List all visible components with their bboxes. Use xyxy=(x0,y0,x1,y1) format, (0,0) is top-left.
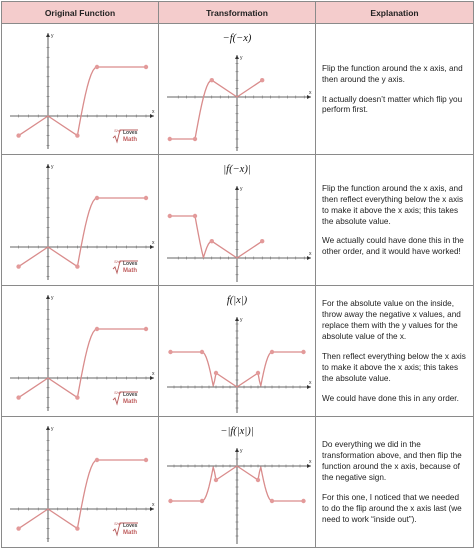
endpoint-dot xyxy=(168,213,172,217)
endpoint-dot xyxy=(210,239,214,243)
original-function-graph xyxy=(2,287,157,416)
header-transformation: Transformation xyxy=(159,2,316,24)
logo-text-loves: Loves xyxy=(123,522,138,529)
endpoint-dot xyxy=(16,395,20,399)
endpoint-dot xyxy=(95,64,99,68)
y-axis-label: y xyxy=(240,447,243,454)
y-axis-label: y xyxy=(240,54,243,61)
explanation-paragraph: It actually doesn’t matter which flip you perform first. xyxy=(322,94,463,115)
endpoint-dot xyxy=(270,349,274,353)
shelovesmath-logo xyxy=(113,259,138,274)
x-axis-label: x xyxy=(152,501,155,508)
endpoint-dot xyxy=(144,64,148,68)
endpoint-dot xyxy=(301,498,305,502)
endpoint-dot xyxy=(214,370,218,374)
original-function-graph xyxy=(2,418,157,547)
logo-text-she: She xyxy=(114,258,122,264)
endpoint-dot xyxy=(193,213,197,217)
endpoint-dot xyxy=(270,498,274,502)
y-axis-arrow xyxy=(235,186,239,190)
endpoint-dot xyxy=(75,526,79,530)
explanation-cell xyxy=(316,155,474,286)
endpoint-dot xyxy=(144,195,148,199)
y-axis-label: y xyxy=(51,32,54,39)
x-axis-label: x xyxy=(309,250,312,257)
transformation-formula-label: f(|x|) xyxy=(226,294,248,306)
endpoint-dot xyxy=(200,498,204,502)
endpoint-dot xyxy=(16,133,20,137)
logo-text-she: She xyxy=(114,389,122,395)
transformation-graph xyxy=(159,25,314,154)
y-axis-arrow xyxy=(235,55,239,59)
logo-text-she: She xyxy=(114,520,122,526)
transformation-formula-label: −f(−x) xyxy=(222,32,252,44)
x-axis-label: x xyxy=(152,239,155,246)
endpoint-dot xyxy=(16,526,20,530)
endpoint-dot xyxy=(144,457,148,461)
explanation-paragraph: Do everything we did in the transformation above, and then flip the function around the x axis, because of the negative sign. xyxy=(322,440,462,483)
endpoint-dot xyxy=(260,239,264,243)
y-axis-arrow xyxy=(46,295,50,299)
logo-text-math: Math xyxy=(123,529,137,536)
transformation-graph-cell xyxy=(159,417,316,548)
original-graph-cell xyxy=(2,286,159,417)
endpoint-dot xyxy=(16,264,20,268)
transformation-table xyxy=(1,1,474,548)
transformation-graph xyxy=(159,156,314,285)
endpoint-dot xyxy=(301,349,305,353)
transformation-formula-label: |f(−x)| xyxy=(223,163,251,175)
shelovesmath-logo xyxy=(113,390,138,405)
x-axis-label: x xyxy=(309,89,312,96)
endpoint-dot xyxy=(75,264,79,268)
y-axis-arrow xyxy=(235,448,239,452)
y-axis-arrow xyxy=(46,426,50,430)
original-function-graph xyxy=(2,25,157,154)
shelovesmath-logo xyxy=(113,521,138,536)
transformation-graph xyxy=(159,418,314,547)
endpoint-dot xyxy=(168,498,172,502)
function-curve xyxy=(170,80,262,139)
y-axis-arrow xyxy=(46,164,50,168)
endpoint-dot xyxy=(256,477,260,481)
endpoint-dot xyxy=(95,457,99,461)
y-axis-arrow xyxy=(46,33,50,37)
function-curve xyxy=(170,216,262,258)
explanation-paragraph: Then reflect everything below the x axis to make it above the x axis; this takes the absolute value. xyxy=(322,352,466,383)
y-axis-label: y xyxy=(51,163,54,170)
explanation-cell xyxy=(316,24,474,155)
y-axis-label: y xyxy=(51,425,54,432)
explanation-paragraph: For the absolute value on the inside, throw away the negative x values, and replace them with the y values for the absolute value of the x. xyxy=(322,299,461,342)
endpoint-dot xyxy=(144,326,148,330)
x-axis-label: x xyxy=(309,379,312,386)
table-row xyxy=(2,24,474,155)
explanation-paragraph: For this one, I noticed that we needed to do the flip around the x axis last (we need to work “inside out”). xyxy=(322,492,462,524)
logo-text-loves: Loves xyxy=(123,391,138,398)
endpoint-dot xyxy=(214,477,218,481)
explanation-paragraph: We actually could have done this in the other order, and it would have worked! xyxy=(322,236,464,257)
transformation-graph-cell xyxy=(159,286,316,417)
endpoint-dot xyxy=(260,78,264,82)
endpoint-dot xyxy=(75,133,79,137)
logo-text-loves: Loves xyxy=(123,260,138,267)
explanation-paragraph: Flip the function around the x axis, and then reflect everything below the x axis to make it above the x axis; this takes the absolute value. xyxy=(322,183,464,226)
header-explanation: Explanation xyxy=(316,2,474,24)
y-axis-label: y xyxy=(240,316,243,323)
logo-text-loves: Loves xyxy=(123,129,138,136)
endpoint-dot xyxy=(256,370,260,374)
transformation-graph xyxy=(159,287,314,416)
y-axis-arrow xyxy=(235,317,239,321)
transformation-graph-cell xyxy=(159,155,316,286)
y-axis-label: y xyxy=(240,185,243,192)
x-axis-label: x xyxy=(309,458,312,465)
table-row xyxy=(2,417,474,548)
explanation-cell xyxy=(316,417,474,548)
x-axis-label: x xyxy=(152,108,155,115)
original-function-graph xyxy=(2,156,157,285)
endpoint-dot xyxy=(200,349,204,353)
logo-text-math: Math xyxy=(123,267,137,274)
logo-text-math: Math xyxy=(123,136,137,143)
endpoint-dot xyxy=(95,195,99,199)
logo-text-math: Math xyxy=(123,398,137,405)
endpoint-dot xyxy=(210,78,214,82)
logo-text-she: She xyxy=(114,127,122,133)
endpoint-dot xyxy=(75,395,79,399)
original-graph-cell xyxy=(2,155,159,286)
transformation-graph-cell xyxy=(159,24,316,155)
function-curve xyxy=(19,198,146,267)
function-curve xyxy=(19,329,146,398)
explanation-paragraph: Flip the function around the x axis, and then around the y axis. xyxy=(322,63,463,84)
header-row xyxy=(2,2,474,24)
function-curve xyxy=(19,460,146,529)
table-row xyxy=(2,286,474,417)
endpoint-dot xyxy=(95,326,99,330)
y-axis-label: y xyxy=(51,294,54,301)
explanation-paragraph: We could have done this in any order. xyxy=(322,393,459,403)
table-row xyxy=(2,155,474,286)
explanation-cell xyxy=(316,286,474,417)
endpoint-dot xyxy=(193,136,197,140)
endpoint-dot xyxy=(168,349,172,353)
x-axis-label: x xyxy=(152,370,155,377)
header-original-function: Original Function xyxy=(2,2,159,24)
function-curve xyxy=(19,67,146,136)
shelovesmath-logo xyxy=(113,128,138,143)
endpoint-dot xyxy=(168,136,172,140)
original-graph-cell xyxy=(2,417,159,548)
original-graph-cell xyxy=(2,24,159,155)
transformation-formula-label: −|f(|x|)| xyxy=(220,425,254,437)
